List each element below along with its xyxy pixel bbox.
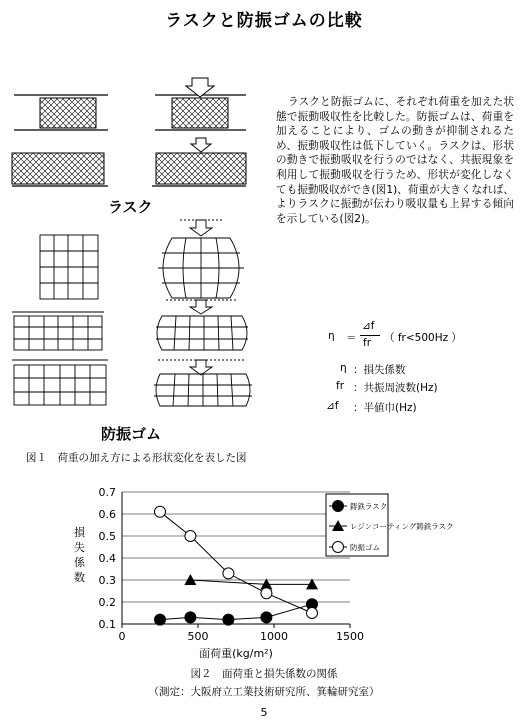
data-point-2 bbox=[155, 506, 166, 517]
def-symbol-eta: η bbox=[340, 362, 347, 374]
legend-label: 鋳鉄ラスク bbox=[350, 502, 388, 511]
rusk-unloaded-1 bbox=[14, 95, 108, 130]
figure-1-caption: 図１ 荷重の加え方による形状変化を表した図 bbox=[26, 452, 247, 464]
def-text-fr: ：共振周波数(Hz) bbox=[353, 382, 438, 394]
data-point-0 bbox=[223, 614, 234, 625]
y-tick-label: 0.1 bbox=[98, 618, 116, 631]
page-number: 5 bbox=[260, 706, 268, 719]
y-axis-label-char: 係 bbox=[74, 556, 85, 569]
formula-equals: ＝ bbox=[346, 332, 357, 344]
y-tick-label: 0.6 bbox=[98, 508, 116, 521]
rusk-loaded-1 bbox=[155, 78, 246, 130]
y-axis-label-char: 損 bbox=[74, 526, 85, 539]
figure-1-shape-change-diagram bbox=[0, 60, 270, 450]
y-tick-label: 0.7 bbox=[98, 486, 116, 499]
x-tick-label: 500 bbox=[187, 630, 209, 643]
def-text-eta: ：損失係数 bbox=[353, 364, 406, 376]
series-line-0 bbox=[160, 604, 312, 619]
data-point-1 bbox=[184, 574, 196, 585]
y-tick-label: 0.2 bbox=[98, 596, 116, 609]
figure-2-chart bbox=[60, 474, 454, 664]
series-line-1 bbox=[190, 580, 312, 584]
def-text-df: ：半値巾(Hz) bbox=[353, 402, 417, 414]
rubber-unloaded-1 bbox=[40, 235, 98, 299]
y-tick-label: 0.5 bbox=[98, 530, 116, 543]
data-point-2 bbox=[307, 608, 318, 619]
page-title: ラスクと防振ゴムの比較 bbox=[165, 11, 363, 31]
y-axis-label bbox=[74, 525, 86, 584]
label-rusk: ラスク bbox=[108, 198, 153, 216]
formula-condition: （ fr<500Hz ） bbox=[384, 332, 462, 344]
data-point-0 bbox=[185, 612, 196, 623]
label-rubber: 防振ゴム bbox=[101, 425, 162, 443]
def-symbol-df: ⊿f bbox=[326, 400, 339, 412]
fraction-bar bbox=[360, 335, 380, 336]
data-point-0 bbox=[155, 614, 166, 625]
data-point-2 bbox=[223, 568, 234, 579]
body-paragraph: ラスクと防振ゴムに、それぞれ荷重を加えた状態で振動吸収性を比較した。防振ゴムは、荷重を加えることにより、ゴムの動きが抑制されるため、振動吸収性は低下していく。ラスクは、形状の動きで振動吸収を行うのではなく、共振現象を利用して振動吸収を行うため、形状が変化しなくても振動吸収ができ(図1)、荷重が大きくなれば、よりラスクに振動が伝わり吸収量も上昇する傾向を示している(図2)。 bbox=[276, 96, 514, 225]
figure-2-source: （測定：大阪府立工業技術研究所、箕輪研究室） bbox=[148, 686, 380, 698]
rubber-unloaded-3 bbox=[12, 360, 108, 405]
x-tick-label: 1500 bbox=[336, 630, 364, 643]
legend-label: 防振ゴム bbox=[350, 543, 380, 552]
rubber-loaded-3 bbox=[154, 360, 252, 406]
y-axis-label-char: 失 bbox=[74, 541, 85, 554]
data-point-0 bbox=[261, 612, 272, 623]
data-point-2 bbox=[185, 531, 196, 542]
rubber-loaded-2 bbox=[156, 300, 248, 350]
legend-marker bbox=[333, 542, 344, 553]
rusk-unloaded-2 bbox=[12, 153, 108, 186]
legend-marker bbox=[333, 501, 344, 512]
figure-2-caption: 図２ 面荷重と損失係数の関係 bbox=[190, 668, 338, 680]
data-point-2 bbox=[261, 588, 272, 599]
x-axis-label: 面荷重(kg/m²) bbox=[199, 647, 273, 660]
y-tick-label: 0.3 bbox=[98, 574, 116, 587]
x-tick-label: 0 bbox=[118, 630, 126, 643]
series-line-2 bbox=[160, 512, 312, 613]
rubber-unloaded-2 bbox=[12, 312, 104, 350]
y-tick-label: 0.4 bbox=[98, 552, 116, 565]
x-tick-label: 1000 bbox=[260, 630, 288, 643]
formula-denominator: fr bbox=[363, 337, 372, 349]
def-symbol-fr: fr bbox=[336, 380, 345, 392]
y-axis-label-char: 数 bbox=[74, 571, 85, 584]
rubber-loaded-1 bbox=[158, 220, 244, 298]
rusk-loaded-2 bbox=[152, 138, 246, 186]
formula-numerator: ⊿f bbox=[362, 320, 375, 332]
legend-label: レジンコーティング鋳鉄ラスク bbox=[350, 522, 454, 531]
formula-eta: η bbox=[328, 330, 335, 342]
